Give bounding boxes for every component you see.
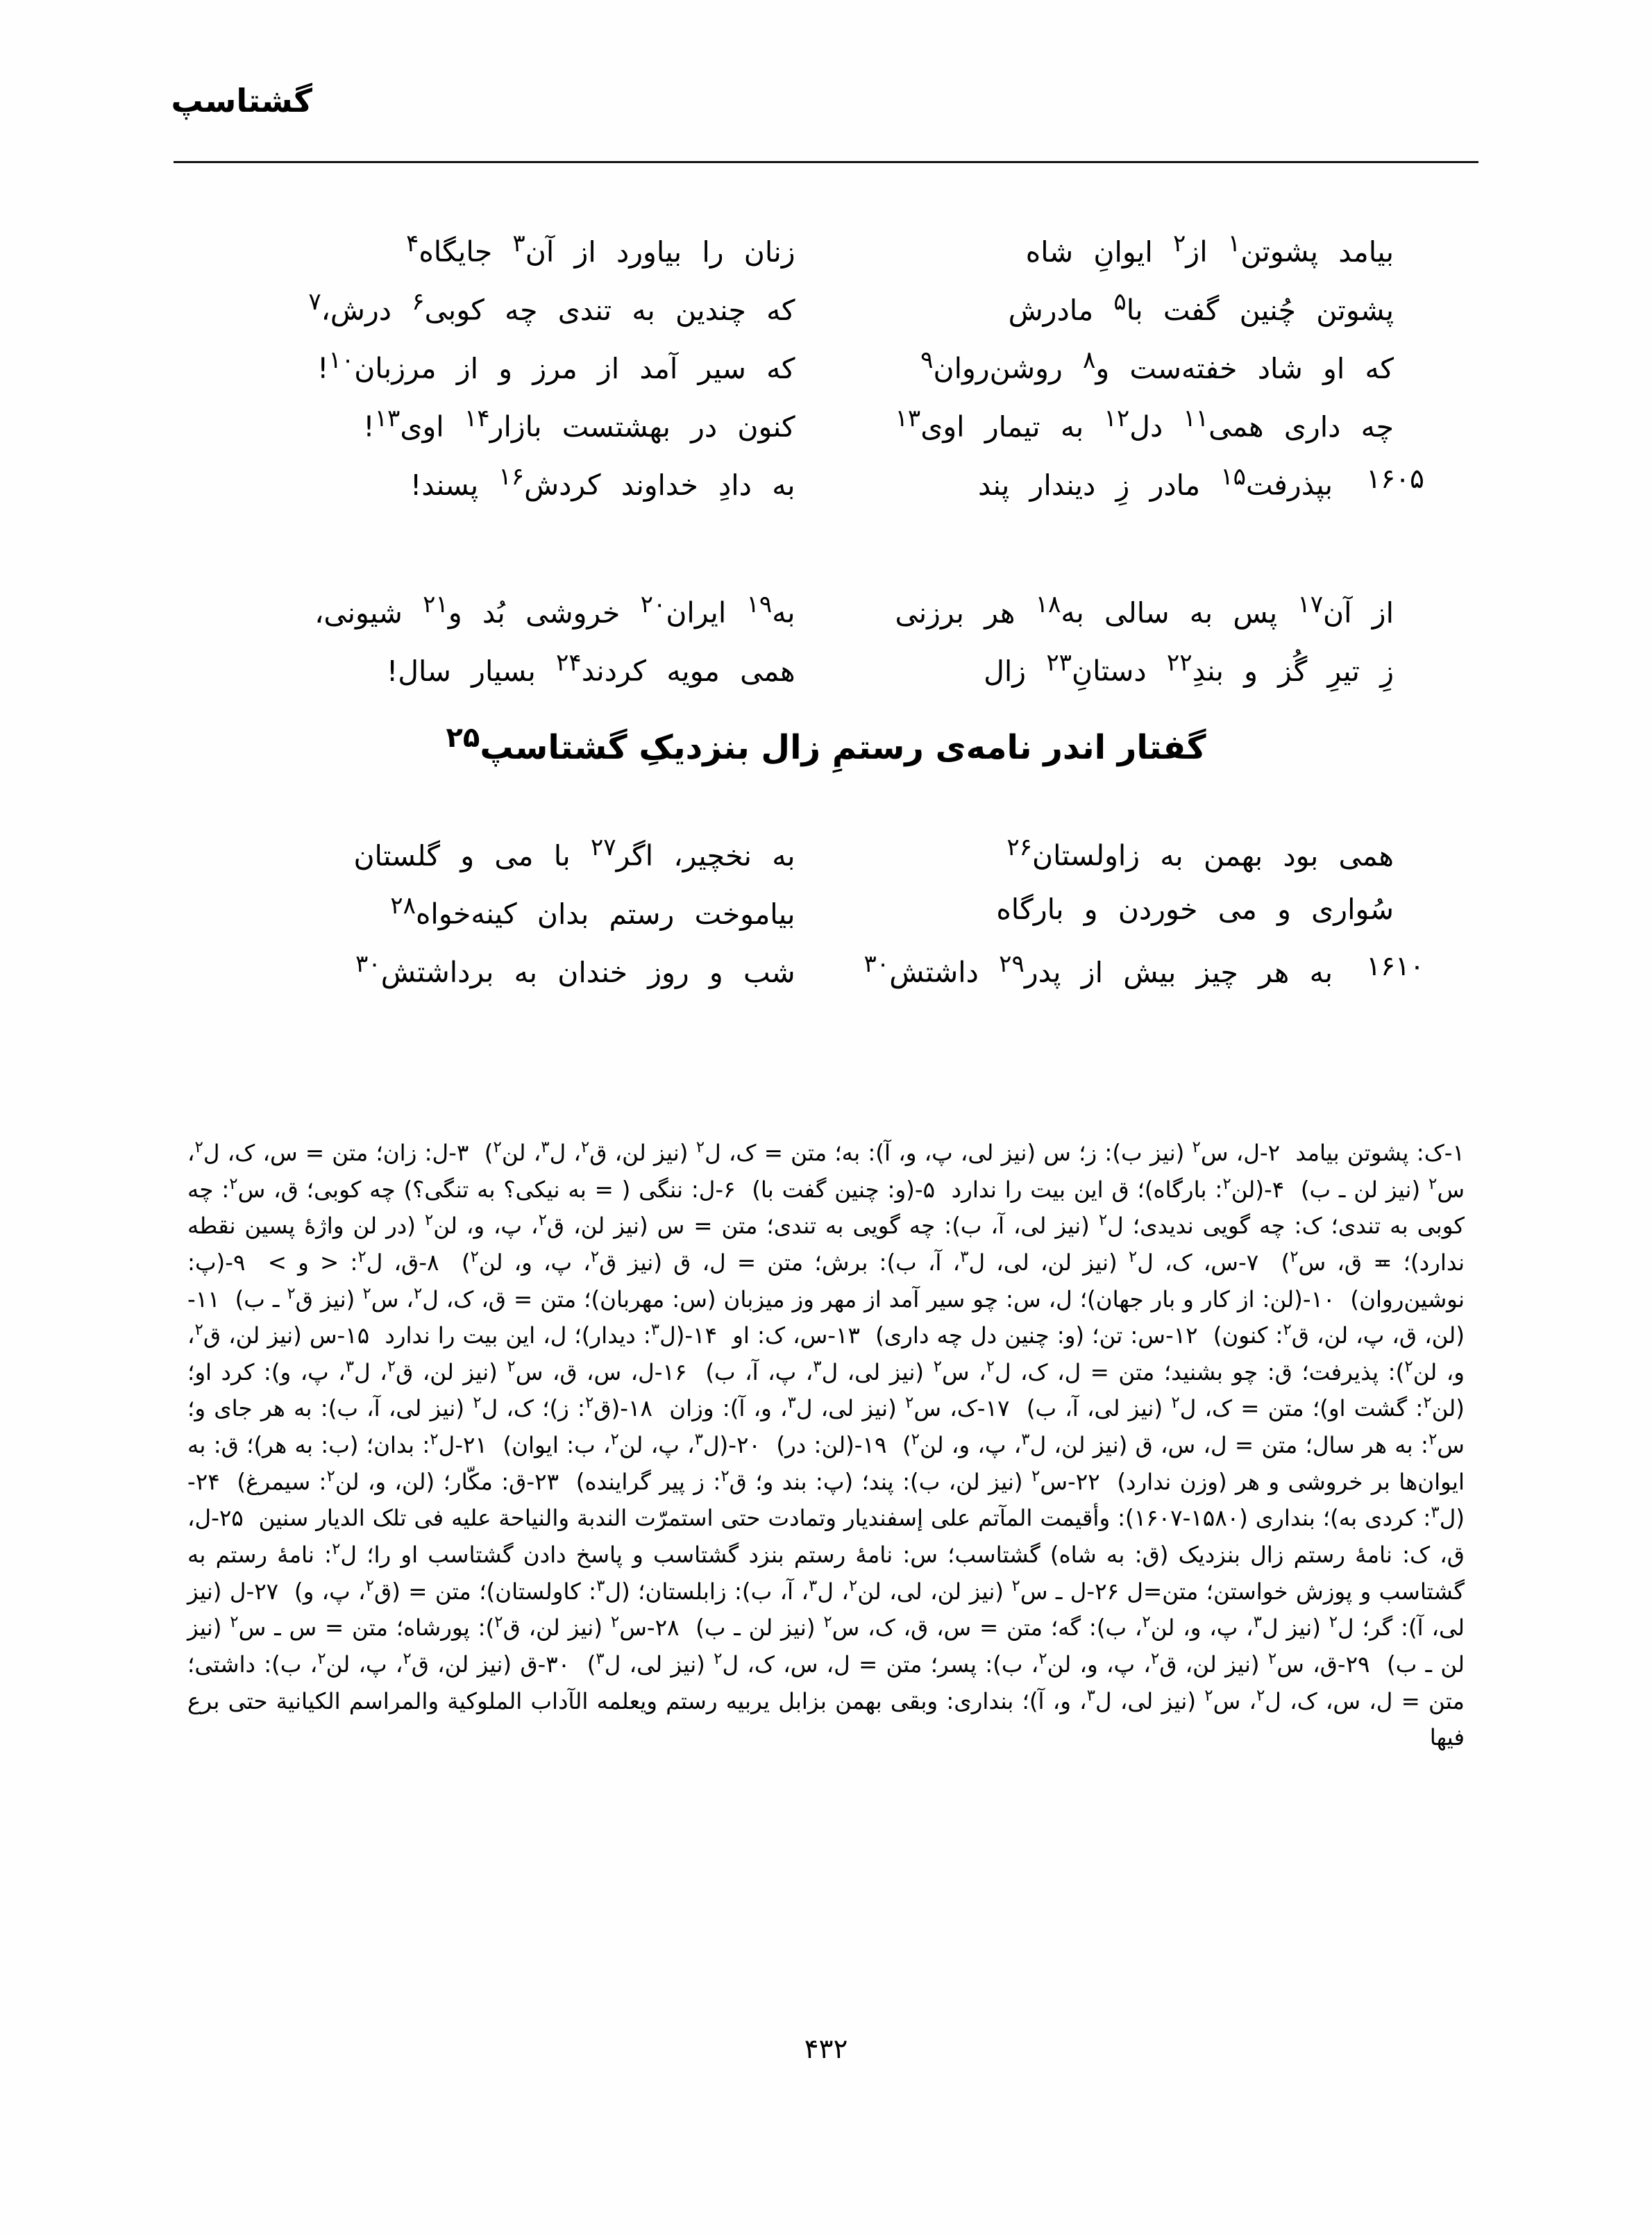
running-head: گشتاسپ — [171, 82, 312, 119]
couplet — [229, 400, 1423, 450]
couplet — [229, 645, 1423, 695]
folio-number: ۴۳۲ — [804, 2034, 848, 2065]
hemistich-left — [229, 400, 802, 449]
hemistich-text: به هر چیز بیش از پدر$^{۲۹}$ داشتش$^{۳۰}$ — [863, 950, 1333, 989]
hemistich-text: به$^{۱۹}$ ایران$^{۲۰}$ خروشی بُد و$^{۲۱}$ شیونی، — [314, 591, 795, 630]
hemistich-left — [229, 888, 802, 936]
couplet — [229, 226, 1423, 276]
hemistich-right — [850, 645, 1423, 693]
hemistich-left — [229, 829, 802, 878]
hemistich-right — [850, 587, 1423, 635]
hemistich-right — [850, 829, 1423, 878]
verse-number: ۱۶۰۵ — [1366, 464, 1424, 495]
apparatus-text: ۱-ک: پشوتن بیامد ۲-ل، س$^۲$ (نیز ب): ز؛ س (نیز لی، پ، و، آ): به؛ متن = ک، ل$^۲$ (نیز لن، ق$^۲$، ل$^۳$، لن$^۲$) ۳-ل: زان؛ متن = س، ک، ل$^۲$، س$^۲$ (نیز لن ـ ب) ۴-(لن$^۲$: بارگاه)؛ ق این بیت را ندارد ۵-(و: چنین گفت با) ۶-ل: ننگی ( = به نیکی؟ به تنگی؟) چه کوبی؛ ق، س$^۲$: چه کوبی به تندی؛ ک: چه گویی ندیدی؛ ل$^۲$ (نیز لی، آ، ب): چه گویی به تندی؛ متن = س (نیز لن، ق$^۲$، پ، و، لن$^۲$ (در لن واژهٔ پسین نقطه ندارد)؛ ≖ ق، س$^۲$) ۷-س، ک، ل$^۲$ (نیز لن، لی، ل$^۳$، آ، ب): برش؛ متن = ل، ق (نیز ق$^۲$، پ، و، لن$^۲$) ۸-ق، ل$^۲$: < و > ۹-(پ: نوشین‌روان) ۱۰-(لن: از کار و بار جهان)؛ ل، س: چو سیر آمد از مهر وز میزبان (س: مهربان)؛ متن = ق، ک، ل$^۲$، س$^۲$ (نیز ق$^۲$ ـ ب) ۱۱-(لن، ق، پ، لن، ق$^۲$: کنون) ۱۲-س: تن؛ (و: چنین دل چه داری) ۱۳-س، ک: او ۱۴-(ل$^۳$: دیدار)؛ ل، این بیت را ندارد ۱۵-س (نیز لن، ق$^۲$، و، لن$^۲$): پذیرفت؛ ق: چو بشنید؛ متن = ل، ک، ل$^۲$، س$^۲$ (نیز لی، ل$^۳$، پ، آ، ب) ۱۶-ل، س، ق، س$^۲$ (نیز لن، ق$^۲$، ل$^۳$، پ، و): کرد او؛ (لن$^۲$: گشت او)؛ متن = ک، ل$^۲$ (نیز لی، آ، ب) ۱۷-ک، س$^۲$ (نیز لی، ل$^۳$، و، آ): وزان ۱۸-(ق$^۲$: ز)؛ ک، ل$^۲$ (نیز لی، آ، ب): به هر جای و؛ س$^۲$: به هر سال؛ متن = ل، س، ق (نیز لن، ل$^۳$، پ، و، لن$^۲$) ۱۹-(لن: در) ۲۰-(ل$^۳$، پ، لن$^۲$، ب: ایوان) ۲۱-ل$^۲$: بدان؛ (ب: به هر)؛ ق: به ایوان‌ها بر خروشی و هر (وزن ندارد) ۲۲-س$^۲$ (نیز لن، ب): پند؛ (پ: بند و؛ ق$^۲$: ز پیر گراینده) ۲۳-ق: مکّار؛ (لن، و، لن$^۲$: سیمرغ) ۲۴-(ل$^۳$: کردی به)؛ بنداری (۱۵۸۰-۱۶۰۷): وأقیمت المآتم علی إسفندیار وتمادت حتی استمرّت الندبة والنیاحة علیه فی تلک الدیار سنین ۲۵-ل، ق، ک: نامهٔ رستم زال بنزدیک (ق: به شاه) گشتاسب؛ س: نامهٔ رستم بنزد گشتاسب و پاسخ دادن گشتاسب او را؛ ل$^۲$: نامهٔ رستم به گشتاسب و پوزش خواستن؛ متن=ل ۲۶-ل ـ س$^۲$ (نیز لن، لی، لن$^۲$، ل$^۳$، آ، ب): زابلستان؛ (ل$^۳$: کاولستان)؛ متن = (ق$^۲$، پ، و) ۲۷-ل (نیز لی، آ): گر؛ ل$^۲$ (نیز ل$^۳$، پ، و، لن$^۲$، ب): گه؛ متن = س، ق، ک، س$^۲$ (نیز لن ـ ب) ۲۸-س$^۲$ (نیز لن، ق$^۲$): پورشاه؛ متن = س ـ س$^۲$ (نیز لن ـ ب) ۲۹-ق، س$^۲$ (نیز لن، ق$^۲$، پ، و، لن$^۲$، ب): پسر؛ متن = ل، س، ک، ل$^۲$ (نیز لی، ل$^۳$) ۳۰-ق (نیز لن، ق$^۲$، پ، لن$^۲$، ب): داشتی؛ متن = ل، س، ک، ل$^۲$، س$^۲$ (نیز لی، ل$^۳$، و، آ)؛ بنداری: وبقی بهمن بزابل یربیه رستم ویعلمه الآداب الملوکیة والمراسم الکیانیة حتی برع فیها — [187, 1138, 1465, 1751]
hemistich-left — [229, 284, 802, 332]
hemistich-text: سُواری و می خوردن و بارگاه — [996, 893, 1394, 926]
couplet — [229, 459, 1423, 509]
hemistich-text: زِ تیرِ گُز و بندِ$^{۲۲}$ دستانِ$^{۲۳}$ زال — [984, 649, 1394, 688]
hemistich-right — [850, 284, 1423, 332]
verse-number: ۱۶۱۰ — [1366, 951, 1424, 982]
hemistich-left — [229, 645, 802, 693]
hemistich-text: که سیر آمد از مرز و از مرزبان$^{۱۰}$! — [317, 346, 795, 385]
hemistich-text: چه داری همی$^{۱۱}$ دل$^{۱۲}$ به تیمار اوی$^{۱۳}$ — [895, 405, 1394, 444]
page-header — [171, 82, 1478, 174]
hemistich-text: بیاموخت رستم بدان کینه‌خواه$^{۲۸}$ — [390, 892, 795, 931]
hemistich-left — [229, 587, 802, 635]
hemistich-text: بپذرفت$^{۱۵}$ مادر زِ دیندار پند — [977, 463, 1333, 502]
hemistich-text: پشوتن چُنین گفت با$^۵$ مادرش — [1008, 288, 1394, 327]
hemistich-text: همی مویه کردند$^{۲۴}$ بسیار سال! — [386, 649, 795, 688]
verse-block-2 — [229, 587, 1423, 703]
hemistich-left — [229, 226, 802, 274]
hemistich-right — [850, 226, 1423, 274]
section-heading: گفتار اندر نامه‌ی رستمِ زال بنزدیکِ گشتاسپ$^{۲۵}$ — [446, 722, 1206, 767]
couplet — [229, 587, 1423, 636]
hemistich-text: به دادِ خداوند کردش$^{۱۶}$ پسند! — [410, 463, 795, 502]
hemistich-right — [850, 888, 1423, 932]
header-rule — [174, 161, 1478, 163]
couplet — [229, 888, 1423, 938]
hemistich-text: که چندین به تندی چه کوبی$^۶$ درش،$^۷$ — [308, 288, 795, 327]
hemistich-right — [850, 946, 1423, 995]
hemistich-left — [229, 946, 802, 995]
hemistich-left — [229, 459, 802, 507]
hemistich-text: زنان را بیاورد از آن$^۳$ جایگاه$^۴$ — [405, 230, 795, 269]
hemistich-right — [850, 400, 1423, 449]
hemistich-text: که او شاد خفته‌ست و$^۸$ روشن‌روان$^۹$ — [920, 346, 1394, 385]
hemistich-text: بیامد پشوتن$^۱$ از$^۲$ ایوانِ شاه — [1025, 230, 1394, 269]
couplet — [229, 284, 1423, 334]
hemistich-text: به نخچیر، اگر$^{۲۷}$ با می و گلستان — [353, 834, 795, 872]
couplet — [229, 829, 1423, 879]
hemistich-text: شب و روز خندان به برداشتش$^{۳۰}$ — [355, 950, 795, 989]
hemistich-right — [850, 459, 1423, 507]
hemistich-text: از آن$^{۱۷}$ پس به سالی به$^{۱۸}$ هر برزنی — [895, 591, 1394, 630]
hemistich-right — [850, 342, 1423, 391]
verse-block-3 — [229, 829, 1423, 1004]
verse-block-1 — [229, 226, 1423, 517]
couplet — [229, 342, 1423, 392]
couplet — [229, 946, 1423, 996]
hemistich-left — [229, 342, 802, 391]
hemistich-text: کنون در بهشتست بازار$^{۱۴}$ اوی$^{۱۳}$! — [363, 405, 795, 444]
hemistich-text: همی بود بهمن به زاولستان$^{۲۶}$ — [1006, 834, 1394, 872]
critical-apparatus — [187, 1135, 1465, 1756]
